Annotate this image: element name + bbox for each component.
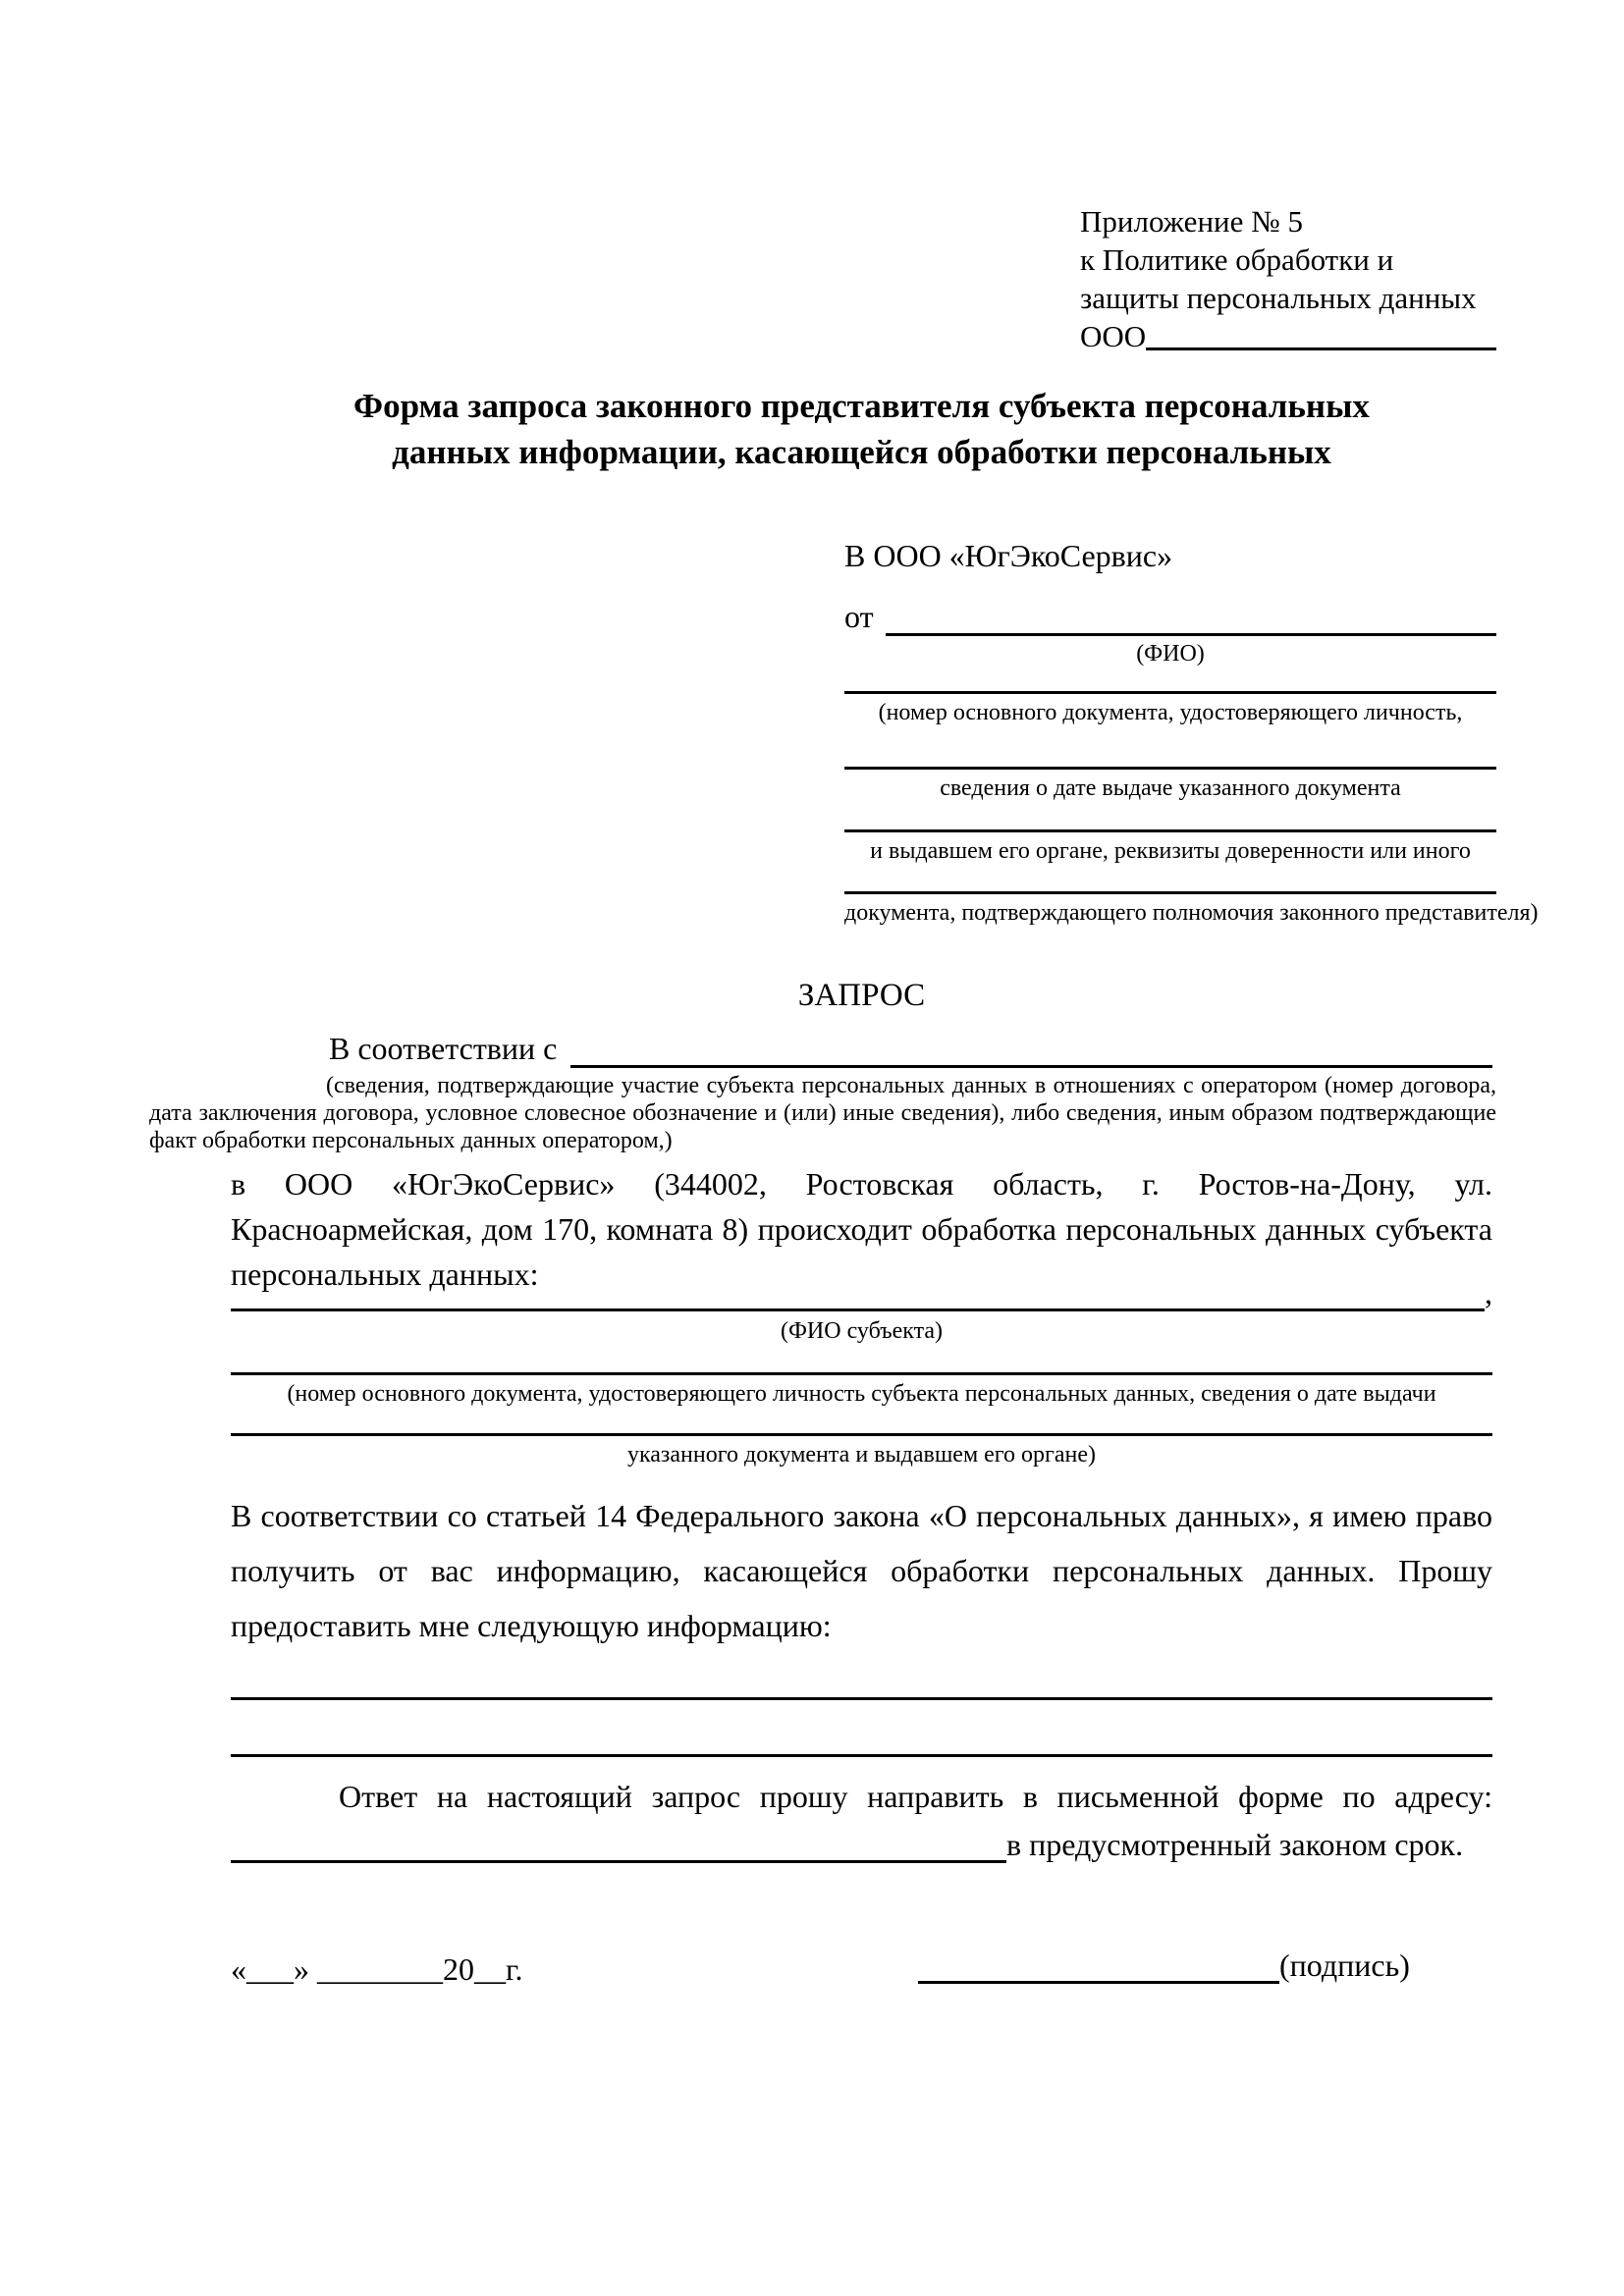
reply-address-row <box>231 1828 1492 1863</box>
appendix-header <box>1080 202 1496 355</box>
subject-caption: (ФИО субъекта) <box>780 1318 944 1344</box>
from-row <box>844 599 1496 636</box>
from-label: от <box>844 599 874 634</box>
fio-caption: (ФИО) <box>1136 641 1205 667</box>
signature-row <box>918 1949 1496 1984</box>
company-blank-row <box>1080 317 1496 355</box>
from-name-blank <box>886 599 1496 636</box>
blank-line <box>231 1697 1492 1700</box>
subject-name-row <box>231 1275 1492 1311</box>
blank-line <box>844 767 1496 770</box>
blank-line-caption: и выдавшем его органе, реквизиты доверенности или иного <box>870 838 1471 864</box>
subject-caption: указанного документа и выдавшем его органе) <box>626 1442 1097 1468</box>
company-name-blank <box>1146 317 1496 350</box>
subject-name-blank <box>231 1308 1485 1311</box>
blank-line-caption: документа, подтверждающего полномочия законного представителя) <box>844 900 1539 926</box>
document-title <box>231 383 1492 475</box>
request-heading: ЗАПРОС <box>797 978 926 1013</box>
law-paragraph: В соответствии со статьей 14 Федерального закона «О персональных данных», я имею право получить от вас информацию, касающейся обработки персональных данных. Прошу предоставить мне следующую информацию: <box>231 1498 1492 1643</box>
document-title-line: Форма запроса законного представителя субъекта персональных <box>353 387 1370 425</box>
appendix-line: к Политике обработки и <box>1080 242 1394 277</box>
blank-line <box>844 891 1496 894</box>
blank-line <box>844 829 1496 832</box>
blank-line <box>231 1754 1492 1757</box>
subject-comma: , <box>1485 1275 1492 1310</box>
blank-line <box>231 1372 1492 1375</box>
according-label: В соответствии с <box>329 1031 558 1066</box>
according-blank <box>570 1031 1492 1068</box>
subject-caption: (номер основного документа, удостоверяющего личность субъекта персональных данных, сведения о дате выдачи <box>287 1381 1436 1407</box>
blank-line-caption: (номер основного документа, удостоверяющего личность, <box>878 700 1463 725</box>
blank-line-caption: сведения о дате выдаче указанного документа <box>940 775 1401 801</box>
appendix-line: защиты персональных данных <box>1080 281 1477 315</box>
according-row <box>231 1031 1492 1068</box>
operator-paragraph: в ООО «ЮгЭкоСервис» (344002, Ростовская область, г. Ростов-на-Дону, ул. Красноармейская, дом 170, комната 8) происходит обработка персональных данных субъекта персональных данных: <box>231 1166 1492 1292</box>
blank-line <box>231 1433 1492 1436</box>
company-prefix: ООО <box>1080 319 1147 353</box>
according-note: (сведения, подтверждающие участие субъекта персональных данных в отношениях с оператором (номер договора, дата заключения договора, условное словесное обозначение и (или) иные сведения), либо сведения, иным образом подтверждающие факт обработки персональных данных оператором,) <box>149 1073 1496 1153</box>
addressee-to: В ООО «ЮгЭкоСервис» <box>844 538 1173 573</box>
appendix-line: Приложение № 5 <box>1080 204 1303 239</box>
document-title-line: данных информации, касающейся обработки персональных <box>392 433 1331 471</box>
blank-line <box>844 691 1496 694</box>
reply-address-blank <box>231 1860 1006 1863</box>
signature-caption: (подпись) <box>1279 1948 1410 1983</box>
signature-blank <box>918 1981 1279 1984</box>
date-line: «___» ________20__г. <box>231 1951 523 1987</box>
reply-suffix: в предусмотренный законом срок. <box>1006 1827 1464 1862</box>
reply-paragraph: Ответ на настоящий запрос прошу направить в письменной форме по адресу: <box>339 1779 1492 1814</box>
